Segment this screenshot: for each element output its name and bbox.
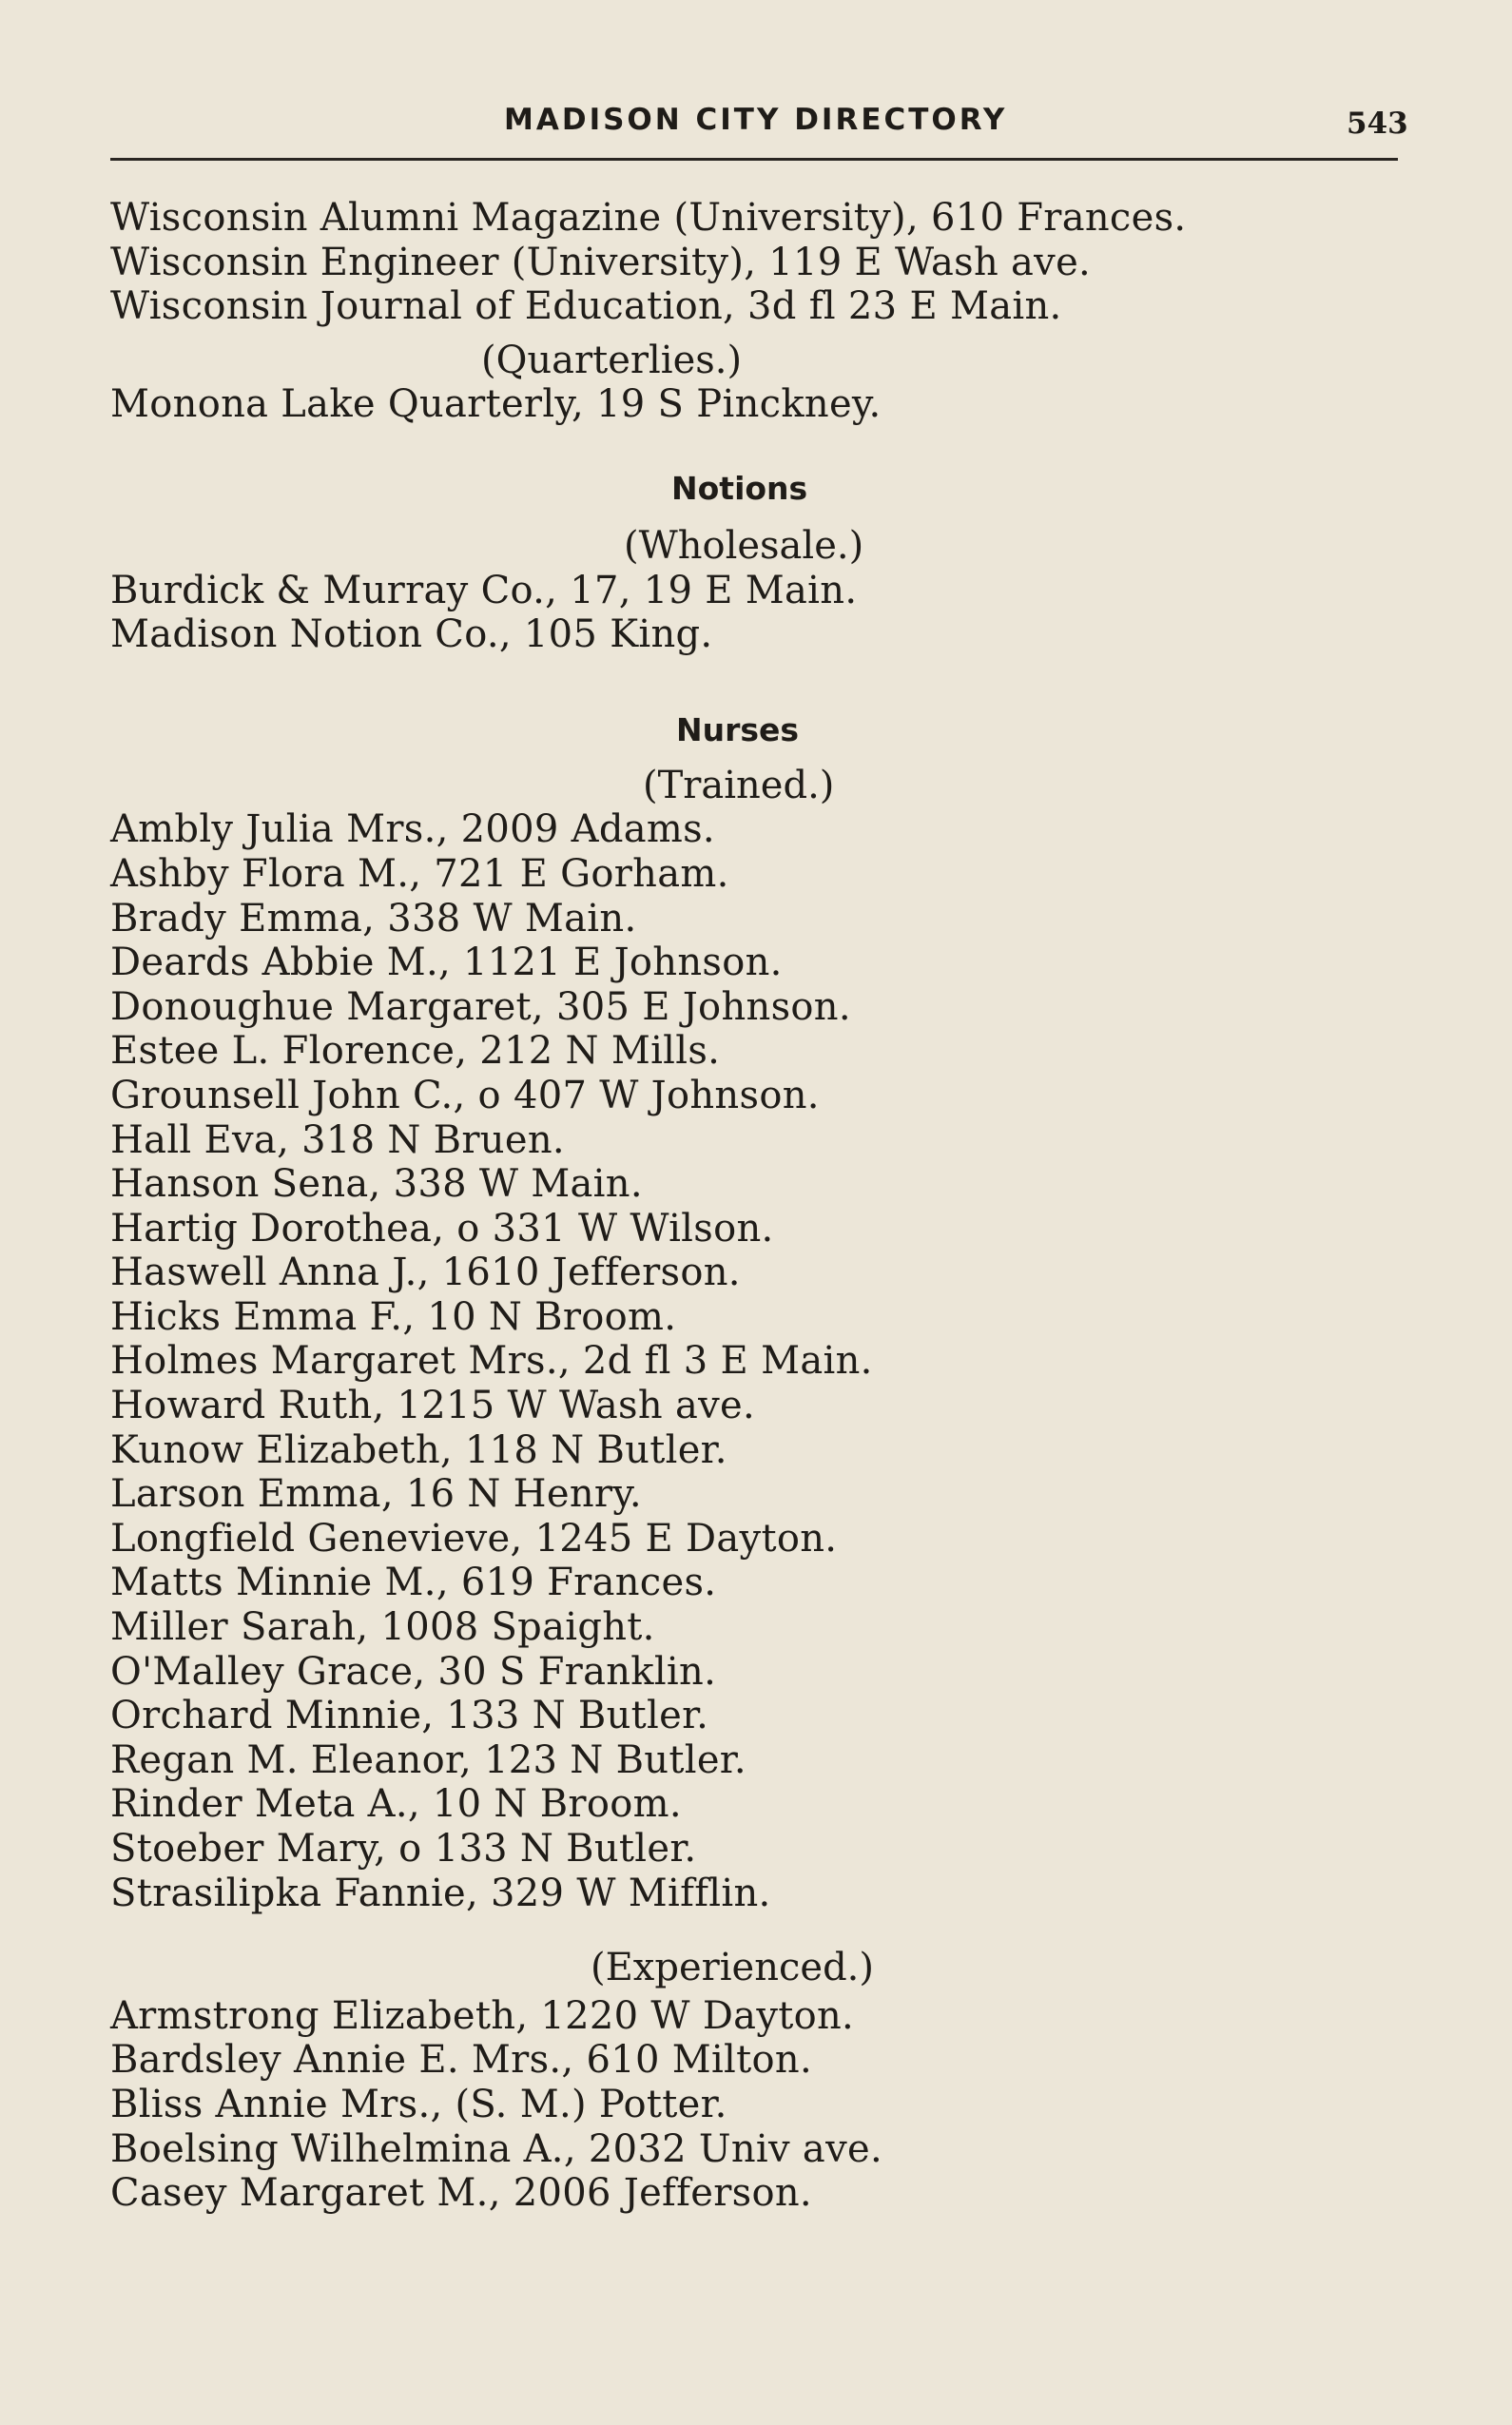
- list-item: Ashby Flora M., 721 E Gorham.: [110, 851, 729, 896]
- notions-list: [110, 569, 1423, 657]
- running-head: MADISON CITY DIRECTORY: [504, 103, 1008, 137]
- list-item: Larson Emma, 16 N Henry.: [110, 1472, 642, 1517]
- list-item: Armstrong Elizabeth, 1220 W Dayton.: [110, 1993, 855, 2038]
- section-heading-nurses: Nurses: [676, 710, 800, 748]
- quarterlies-list: [110, 382, 1423, 427]
- list-item: Wisconsin Engineer (University), 119 E Wash ave.: [110, 240, 1092, 284]
- list-item: Deards Abbie M., 1121 E Johnson.: [110, 941, 783, 985]
- list-item: Hall Eva, 318 N Bruen.: [110, 1117, 565, 1162]
- header-rule: [110, 158, 1398, 161]
- subheading-experienced: (Experienced.): [591, 1946, 874, 1990]
- list-item: Stoeber Mary, o 133 N Butler.: [110, 1827, 697, 1871]
- list-item: Miller Sarah, 1008 Spaight.: [110, 1605, 655, 1650]
- page-number: 543: [1347, 107, 1408, 141]
- section-heading-notions: Notions: [671, 469, 808, 507]
- list-item: O'Malley Grace, 30 S Franklin.: [110, 1649, 717, 1694]
- list-item: Burdick & Murray Co., 17, 19 E Main.: [110, 568, 858, 612]
- list-item: Madison Notion Co., 105 King.: [110, 612, 713, 657]
- list-item: Kunow Elizabeth, 118 N Butler.: [110, 1427, 727, 1472]
- subheading-quarterlies: (Quarterlies.): [481, 338, 743, 382]
- list-item: Matts Minnie M., 619 Frances.: [110, 1561, 717, 1605]
- list-item: Hicks Emma F., 10 N Broom.: [110, 1294, 677, 1339]
- list-item: Strasilipka Fannie, 329 W Mifflin.: [110, 1871, 771, 1915]
- subheading-wholesale: (Wholesale.): [624, 523, 864, 568]
- list-item: Casey Margaret M., 2006 Jefferson.: [110, 2171, 812, 2216]
- list-item: Bliss Annie Mrs., (S. M.) Potter.: [110, 2082, 727, 2126]
- list-item: Haswell Anna J., 1610 Jefferson.: [110, 1251, 741, 1295]
- list-item: Rinder Meta A., 10 N Broom.: [110, 1782, 682, 1827]
- magazines-list: [110, 196, 1423, 329]
- list-item: Donoughue Margaret, 305 E Johnson.: [110, 984, 851, 1029]
- list-item: Orchard Minnie, 133 N Butler.: [110, 1694, 709, 1738]
- trained-nurses-list: [110, 807, 1423, 1915]
- list-item: Wisconsin Journal of Education, 3d fl 23 E Main.: [110, 284, 1062, 329]
- list-item: Holmes Margaret Mrs., 2d fl 3 E Main.: [110, 1339, 873, 1384]
- list-item: Bardsley Annie E. Mrs., 610 Milton.: [110, 2038, 812, 2083]
- list-item: Brady Emma, 338 W Main.: [110, 896, 637, 941]
- list-item: Hartig Dorothea, o 331 W Wilson.: [110, 1206, 774, 1251]
- list-item: Monona Lake Quarterly, 19 S Pinckney.: [110, 382, 882, 427]
- directory-content: [110, 196, 1423, 2216]
- list-item: Regan M. Eleanor, 123 N Butler.: [110, 1737, 746, 1782]
- list-item: Howard Ruth, 1215 W Wash ave.: [110, 1384, 755, 1428]
- list-item: Longfield Genevieve, 1245 E Dayton.: [110, 1516, 838, 1561]
- subheading-trained: (Trained.): [643, 763, 835, 807]
- list-item: Estee L. Florence, 212 N Mills.: [110, 1029, 721, 1074]
- list-item: Grounsell John C., o 407 W Johnson.: [110, 1073, 820, 1117]
- experienced-nurses-list: [110, 1994, 1423, 2216]
- list-item: Ambly Julia Mrs., 2009 Adams.: [110, 807, 715, 852]
- list-item: Hanson Sena, 338 W Main.: [110, 1162, 643, 1207]
- list-item: Wisconsin Alumni Magazine (University), 610 Frances.: [110, 196, 1187, 240]
- list-item: Boelsing Wilhelmina A., 2032 Univ ave.: [110, 2126, 882, 2171]
